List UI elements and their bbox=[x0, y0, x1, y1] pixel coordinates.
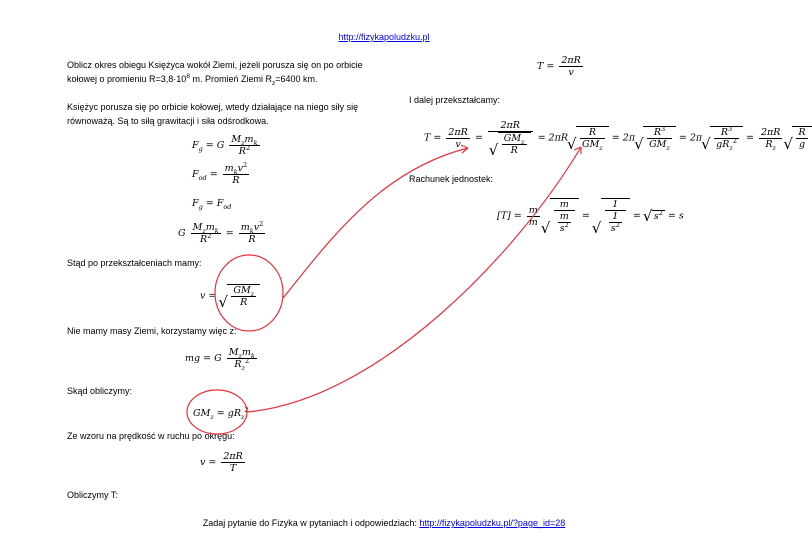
formula-period-top: T = $\frac{2\pi R}{v}$ bbox=[537, 55, 581, 78]
footer-text: Zadaj pytanie do Fizyka w pytaniach i odpowiedziach: bbox=[202, 518, 420, 528]
footer-link[interactable]: http://fizykapoludzku.pl/?page_id=28 bbox=[419, 518, 566, 528]
formula-velocity-circular: v = $\frac{2\pi R}{T}$ bbox=[200, 451, 243, 474]
from-which-label: Skąd obliczymy: bbox=[67, 386, 133, 396]
formula-centrifugal-force: $F_{od}$ = $\frac{m_kv^2}{R}$ bbox=[192, 160, 248, 186]
intro-paragraph: Księżyc porusza się po orbicie kołowej, wtedy działające na niego siły się równoważą. Są to siłą grawitacji i siła odśrodkowa. bbox=[67, 102, 359, 126]
formula-period-chain: T = $\frac{2\pi R}{v}$ = 2πR √ $\frac{GM_z}{R}$ = 2πR √ $\frac{R}{GM_z}$ = 2π √ $\frac{R^3}{GM_z}$ = 2π √ $\frac{R^3}{gR_z^2}$ = $\frac{2\pi R}{R_z}$ √ $\frac{R}{g}$ bbox=[424, 120, 812, 156]
formula-equated: G $\frac{M_zm_k}{R^2}$ = $\frac{m_kv^2}{R}$ bbox=[178, 219, 264, 245]
after-transform-label: Stąd po przekształceniach mamy: bbox=[67, 258, 202, 268]
compute-t-label: Obliczymy T: bbox=[67, 490, 118, 500]
problem-line-1: Oblicz okres obiegu Księżyca wokół Ziemi, jeżeli porusza się on po orbicie bbox=[67, 60, 363, 70]
no-mass-label: Nie mamy masy Ziemi, korzystamy więc z: bbox=[67, 326, 237, 336]
formula-velocity-sqrt: v = √ $\frac{GM_z}{R}$ bbox=[200, 284, 260, 308]
formula-units: [T] = $\frac{m}{m}$ √ $\frac{m}{\frac{m}{s^2}}$ = √ $\frac{1}{\frac{1}{s^2}}$ = √ $s^2 = s$ bbox=[497, 198, 684, 234]
arrow-line-gmz bbox=[247, 147, 581, 412]
arrow-line-velocity bbox=[283, 148, 468, 298]
velocity-formula-label: Ze wzoru na prędkość w ruchu po okręgu: bbox=[67, 431, 235, 441]
formula-weight: mg = G $\frac{M_zm_k}{R_z^2}$ bbox=[185, 347, 255, 372]
circle-gmz-annotation bbox=[187, 390, 247, 434]
formula-gravity-force: $F_g = G$ $\frac{M_zm_k}{R^2}$ bbox=[192, 134, 258, 157]
units-calc-label: Rachunek jednostek: bbox=[409, 174, 494, 184]
formula-gmz: $GM_z = gR_z^2$ bbox=[193, 405, 249, 421]
header-link[interactable]: http://fizykapoludzku.pl bbox=[338, 32, 430, 42]
circle-velocity-annotation bbox=[215, 255, 283, 331]
formula-force-balance: $F_g = F_{od}$ bbox=[192, 198, 232, 211]
further-transform-label: I dalej przekształcamy: bbox=[409, 95, 501, 105]
problem-line-2: kołowej o promieniu $R=3,8\cdot 10^8$ m. Promień Ziemi $R_z=6400$ km. bbox=[67, 73, 318, 87]
